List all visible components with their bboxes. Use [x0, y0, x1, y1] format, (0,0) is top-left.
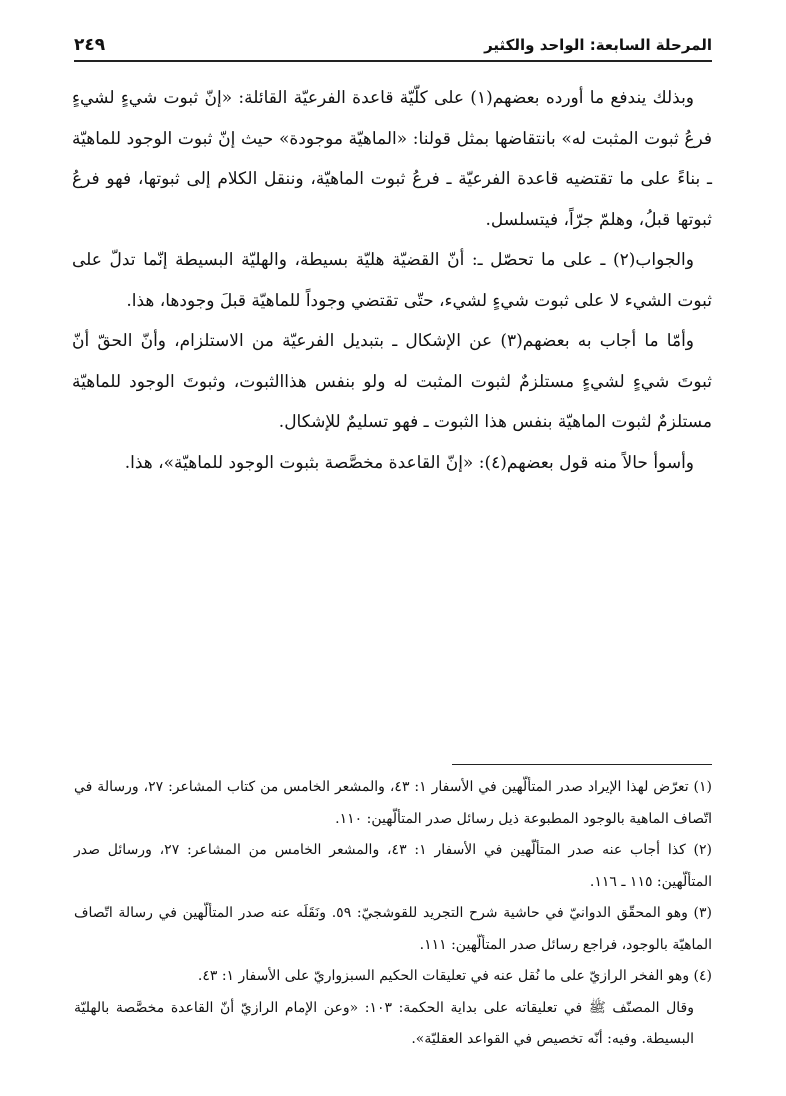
footnotes [74, 772, 712, 1056]
footnote-divider [452, 764, 712, 765]
main-text [72, 78, 712, 483]
paragraph-2: والجواب(٢) ـ على ما تحصّل ـ: أنّ القضيّة هليّة بسيطة، والهليّة البسيطة إنّما تدلّ على ثبوت الشيء لا على ثبوت شيءٍ لشيء، حتّى تقتضي وجوداً للماهيّة قبلَ وجودها، هذا. [72, 250, 712, 311]
footnote-4-continuation: وقال المصنّف ﷺ في تعليقاته على بداية الحكمة: ١٠٣: «وعن الإمام الرازيّ أنّ القاعدة مخصَّصة بالهليّة البسيطة. وفيه: أنّه تخصيص في القواعد العقليّة». [74, 999, 694, 1047]
paragraph-3: وأمّا ما أجاب به بعضهم(٣) عن الإشكال ـ بتبديل الفرعيّة من الاستلزام، وأنّ الحقّ أنّ ثبوتَ شيءٍ لشيءٍ مستلزمٌ لثبوت المثبت له ولو بنفس هذاالثبوت، وثبوتَ الوجود للماهيّة مستلزمٌ لثبوت الماهيّة بنفس هذا الثبوت ـ فهو تسليمٌ للإشكال. [72, 331, 712, 432]
footnote-3: (٣) وهو المحقّق الدوانيّ في حاشية شرح التجريد للقوشجيّ: ٥٩. ونَقَلَه عنه صدر المتألّهين في رسالة اتّصاف الماهيّة بالوجود، فراجع رسائل صدر المتألّهين: ١١١. [74, 905, 712, 953]
paragraph-1: وبذلك يندفع ما أورده بعضهم(١) على كلّيّة قاعدة الفرعيّة القائلة: «إنّ ثبوت شيءٍ لشيءٍ فرعُ ثبوت المثبت له» بانتقاضها بمثل قولنا: «الماهيّة موجودة» حيث إنّ ثبوت الوجود للماهيّة ـ بناءً على ما تقتضيه قاعدة الفرعيّة ـ فرعُ ثبوت الماهيّة، وننقل الكلام إلى ثبوتها، فهو فرعُ ثبوتها قبلُ، وهلمّ جرّاً، فيتسلسل. [72, 88, 712, 230]
page-header [74, 30, 712, 62]
footnote-2: (٢) كذا أجاب عنه صدر المتألّهين في الأسفار ١: ٤٣، والمشعر الخامس من المشاعر: ٢٧، ورسائل صدر المتألّهين: ١١٥ ـ ١١٦. [74, 842, 713, 890]
paragraph-4: وأسوأ حالاً منه قول بعضهم(٤): «إنّ القاعدة مخصَّصة بثبوت الوجود للماهيّة»، هذا. [124, 452, 694, 473]
footnote-1: (١) تعرّض لهذا الإيراد صدر المتألّهين في الأسفار ١: ٤٣، والمشعر الخامس من كتاب المشاعر: ٢٧، ورسالة في اتّصاف الماهية بالوجود المطبوعة ذيل رسائل صدر المتألّهين: ١١٠. [74, 779, 713, 827]
page-number: ٢٤٩ [74, 35, 106, 55]
footnote-4: (٤) وهو الفخر الرازيّ على ما نُقل عنه في تعليقات الحكيم السبزواريّ على الأسفار ١: ٤٣. [197, 968, 712, 984]
running-head: المرحلة السابعة: الواحد والكثير [484, 36, 712, 54]
